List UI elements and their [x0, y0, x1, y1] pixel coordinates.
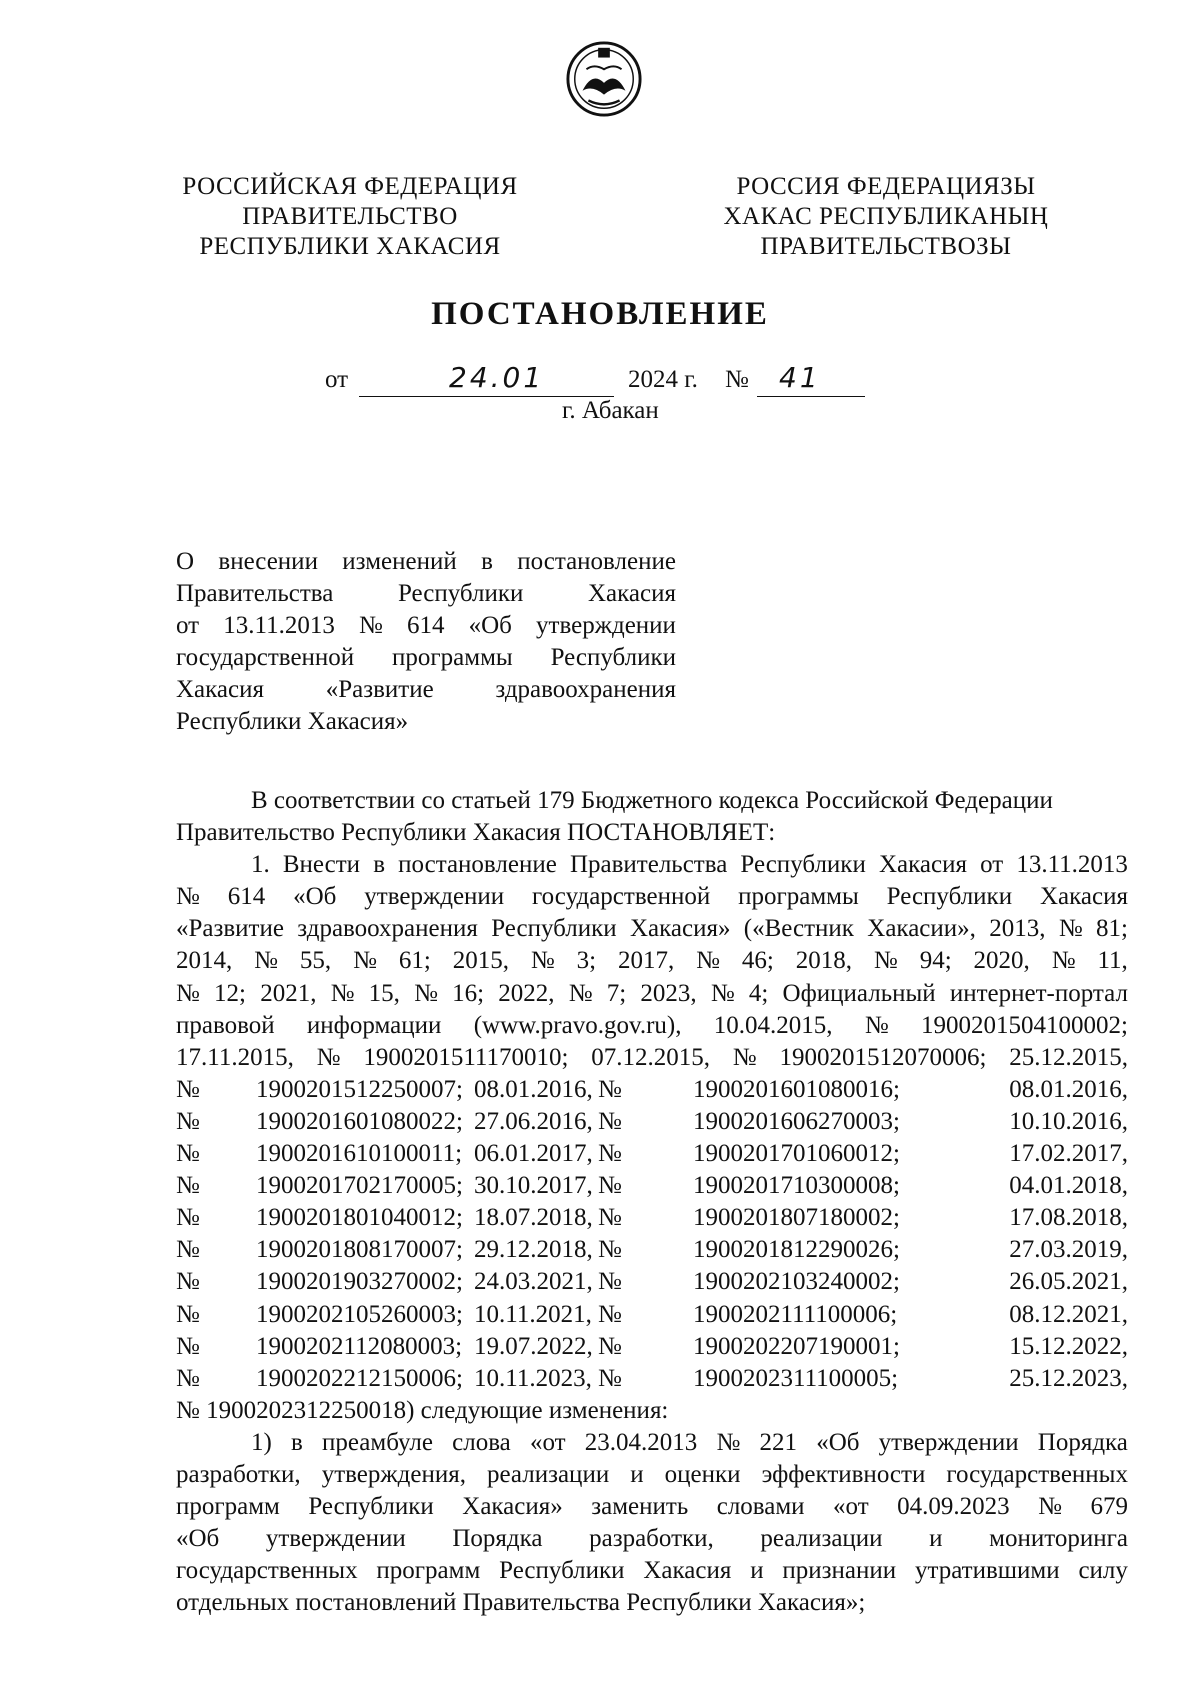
word: № [710, 979, 735, 1007]
word: Порядка [1037, 1428, 1128, 1456]
subject-block [176, 546, 676, 738]
registry-cell: 1900201710300008; [693, 1172, 900, 1200]
word: и [750, 1557, 764, 1585]
word: 11, [1097, 947, 1128, 975]
word: утверждении [878, 1428, 1019, 1456]
registry-cell: 08.01.2016, [474, 1075, 593, 1103]
justified-line [176, 978, 1128, 1010]
word: 2015, [452, 947, 509, 975]
header-right-line: РОССИЯ ФЕДЕРАЦИЯЗЫ [736, 173, 1036, 200]
date-prefix: от [325, 366, 349, 393]
word: программы [738, 883, 859, 911]
word: Хакасия [878, 851, 967, 879]
word: Хакасия [176, 676, 264, 703]
word: «Развитие [325, 676, 434, 703]
word: Республики [397, 580, 524, 607]
registry-cell: 27.06.2016, [474, 1107, 593, 1135]
word: здравоохранения [297, 915, 478, 943]
word: слова [452, 1428, 511, 1456]
word: 16; [452, 979, 485, 1007]
word: № [696, 947, 720, 975]
word: эффективности [761, 1460, 926, 1488]
header-right-line: ХАКАС РЕСПУБЛИКАНЫҢ [723, 203, 1049, 230]
word: от [980, 851, 1004, 879]
paragraph-line: № 1900202312250018) следующие изменения: [176, 1396, 669, 1424]
word: 7; [606, 979, 627, 1007]
paragraph-item-1 [176, 849, 1128, 1074]
subject-last-line: Республики Хакасия» [176, 708, 409, 735]
word: № [568, 979, 593, 1007]
justified-line [176, 849, 1128, 881]
word: № [864, 1011, 889, 1039]
registry-cell: 1900202112080003; [256, 1332, 463, 1360]
word: № [732, 1043, 757, 1071]
registry-cell: № [598, 1172, 622, 1200]
word: признании [782, 1557, 897, 1585]
word: изменений [342, 548, 457, 575]
handwritten-number: 41 [779, 361, 821, 394]
word: 25.12.2015, [1009, 1043, 1128, 1071]
registry-cell: № [176, 1364, 200, 1392]
word: Хакасия» [629, 915, 731, 943]
word: 15, [368, 979, 400, 1007]
word: (www.pravo.gov.ru), [473, 1011, 682, 1039]
registry-cell: 18.07.2018, [474, 1204, 593, 1232]
word: 13.11.2013 [223, 612, 335, 639]
word: информации [306, 1011, 442, 1039]
registry-cell: 06.01.2017, [474, 1140, 593, 1168]
word: в [291, 1428, 303, 1456]
word: Республики [308, 1493, 434, 1521]
registry-cell: № [176, 1236, 200, 1264]
word: 94; [919, 947, 952, 975]
word: 679 [1090, 1493, 1128, 1521]
registry-cell: № [176, 1204, 200, 1232]
word: Республики [550, 644, 676, 671]
registry-cell: 27.03.2019, [1009, 1236, 1128, 1264]
justified-line [176, 610, 676, 642]
registry-cell: № [598, 1140, 622, 1168]
word: «от [833, 1493, 869, 1521]
word: 61; [398, 947, 431, 975]
header-left-line: ПРАВИТЕЛЬСТВО [242, 203, 458, 230]
registry-cell: 17.02.2017, [1009, 1140, 1128, 1168]
registry-cell: 1900201601080022; [256, 1107, 463, 1135]
justified-line [176, 578, 676, 610]
justified-line [176, 1427, 1128, 1459]
word: 3; [576, 947, 597, 975]
word: программ [376, 1557, 481, 1585]
word: 10.04.2015, [713, 1011, 833, 1039]
registry-cell: 1900201702170005; [256, 1172, 463, 1200]
word: № [1038, 1493, 1062, 1521]
word: О [176, 548, 195, 575]
registry-cell: 30.10.2017, [474, 1172, 593, 1200]
word: реализации [760, 1525, 883, 1553]
registry-cell: № [598, 1075, 622, 1103]
registry-cell: 1900202111100006; [693, 1300, 898, 1328]
paragraph-line: отдельных постановлений Правительства Республики Хакасия»; [176, 1589, 866, 1617]
word: 2017, [617, 947, 675, 975]
registry-cell: 1900201903270002; [256, 1268, 463, 1296]
word: правовой [176, 1011, 275, 1039]
word: 46; [741, 947, 774, 975]
word: государственных [946, 1460, 1128, 1488]
registry-cell: 1900201606270003; [693, 1107, 900, 1135]
word: № [1058, 915, 1083, 943]
registry-cell: 04.01.2018, [1009, 1172, 1128, 1200]
registry-cell: № [176, 1107, 200, 1135]
registry-cell: № [598, 1300, 622, 1328]
word: в [481, 548, 493, 575]
word: № [716, 1428, 741, 1456]
word: 614 [406, 612, 445, 639]
header-left-authority [180, 172, 520, 262]
registry-cell: 1900202311100005; [693, 1364, 899, 1392]
coat-of-arms-emblem [565, 40, 643, 118]
word: программы [392, 644, 513, 671]
word: Правительства [176, 580, 334, 607]
word: 07.12.2015, [591, 1043, 710, 1071]
justified-line [176, 1523, 1128, 1555]
registry-cell: 17.08.2018, [1009, 1204, 1128, 1232]
word: силу [1078, 1557, 1128, 1585]
word: 221 [759, 1428, 798, 1456]
registry-cell: № [176, 1075, 200, 1103]
registry-cell: № [176, 1332, 200, 1360]
registry-cell: № [598, 1268, 622, 1296]
word: 55, [299, 947, 332, 975]
word: 614 [227, 883, 266, 911]
word: 1) [251, 1428, 272, 1456]
word: «Об [293, 883, 337, 911]
word: Республики [886, 883, 1013, 911]
registry-cell: № [176, 1172, 200, 1200]
word: «Об [468, 612, 512, 639]
word: Республики [491, 915, 617, 943]
word: № [353, 947, 377, 975]
word: № [1051, 947, 1076, 975]
number-sign: № [725, 366, 749, 393]
word: Республики [499, 1557, 625, 1585]
word: 2023, [640, 979, 697, 1007]
registry-cell: 1900201610100011; [256, 1140, 463, 1168]
word: государственной [532, 883, 711, 911]
word: в [373, 851, 385, 879]
word: здравоохранения [495, 676, 676, 703]
header-left-line: РЕСПУБЛИКИ ХАКАСИЯ [199, 233, 501, 260]
word: № [358, 612, 383, 639]
registry-cell: 24.03.2021, [474, 1268, 593, 1296]
word: 23.04.2013 [584, 1428, 698, 1456]
word: постановление [398, 851, 557, 879]
word: Правительства [569, 851, 728, 879]
registry-cell: № [176, 1268, 200, 1296]
registry-table [176, 1074, 1128, 1395]
word: преамбуле [322, 1428, 433, 1456]
paragraph-line: В соответствии со статьей 179 Бюджетного кодекса Российской Федерации [251, 787, 1053, 814]
word: и [929, 1525, 943, 1553]
word: разработки, [176, 1460, 301, 1488]
word: 13.11.2013 [1016, 851, 1128, 879]
paragraph-line: Правительство Республики Хакасия ПОСТАНОВЛЯЕТ: [176, 819, 776, 847]
word: 2022, [498, 979, 555, 1007]
word: и [630, 1460, 644, 1488]
handwritten-date: 24.01 [449, 361, 545, 394]
justified-line [176, 1491, 1128, 1523]
registry-cell: 1900202207190001; [693, 1332, 900, 1360]
word: Внести [282, 851, 361, 879]
word: Хакасия [643, 1557, 732, 1585]
registry-cell: № [598, 1364, 622, 1392]
word: Официальный [782, 979, 936, 1007]
city-label: г. Абакан [562, 397, 659, 424]
registry-cell: № [176, 1300, 200, 1328]
word: № [176, 883, 200, 911]
justified-line [176, 1010, 1128, 1042]
word: № [176, 979, 200, 1007]
word: 81; [1096, 915, 1128, 943]
registry-cell: 08.01.2016, [1009, 1075, 1128, 1103]
header-right-line: ПРАВИТЕЛЬСТВОЗЫ [760, 233, 1012, 260]
word: 1900201504100002; [921, 1011, 1128, 1039]
word: «от [529, 1428, 566, 1456]
year-label: 2024 г. [628, 366, 698, 393]
registry-cell: 26.05.2021, [1009, 1268, 1128, 1296]
word: 12; [214, 979, 246, 1007]
registry-cell: 10.11.2023, [474, 1364, 592, 1392]
justified-line [176, 1042, 1128, 1074]
header-left-line: РОССИЙСКАЯ ФЕДЕРАЦИЯ [182, 173, 518, 200]
registry-cell: 1900201812290026; [693, 1236, 900, 1264]
date-field [359, 361, 614, 397]
word: Хакасия [588, 580, 676, 607]
word: заменить [591, 1493, 689, 1521]
word: Хакасия» [462, 1493, 563, 1521]
word: «Об [176, 1525, 220, 1553]
registry-cell: 10.11.2021, [474, 1300, 592, 1328]
registry-cell: № [598, 1236, 622, 1264]
word: интернет-портал [949, 979, 1128, 1007]
word: мониторинга [989, 1525, 1128, 1553]
word: государственной [176, 644, 355, 671]
word: 1900201511170010; [363, 1043, 569, 1071]
registry-cell: 29.12.2018, [474, 1236, 593, 1264]
word: № [414, 979, 438, 1007]
justified-line [176, 546, 676, 578]
word: 2020, [973, 947, 1030, 975]
justified-line [176, 674, 676, 706]
justified-line [176, 913, 1128, 945]
word: утверждении [536, 612, 676, 639]
registry-cell: 1900202212150006; [256, 1364, 463, 1392]
registry-cell: 1900202103240002; [693, 1268, 900, 1296]
justified-line [176, 1555, 1128, 1587]
word: утверждения, [321, 1460, 466, 1488]
word: № [530, 947, 555, 975]
word: Хакасия [1039, 883, 1128, 911]
registry-cell: 1900201601080016; [693, 1075, 900, 1103]
word: № [330, 979, 355, 1007]
registry-cell: 1900201808170007; [256, 1236, 463, 1264]
word: 1. [251, 851, 270, 879]
document-title: ПОСТАНОВЛЕНИЕ [431, 296, 769, 332]
word: 2014, [176, 947, 233, 975]
word: словами [716, 1493, 805, 1521]
registry-cell: 1900202105260003; [256, 1300, 463, 1328]
registry-cell: 08.12.2021, [1009, 1300, 1128, 1328]
word: утверждении [364, 883, 505, 911]
justified-line [176, 881, 1128, 913]
word: 2013, [989, 915, 1046, 943]
word: от [176, 612, 200, 639]
registry-cell: № [598, 1204, 622, 1232]
registry-cell: 19.07.2022, [474, 1332, 593, 1360]
word: «Об [816, 1428, 860, 1456]
registry-cell: 25.12.2023, [1009, 1364, 1128, 1392]
word: («Вестник [743, 915, 854, 943]
word: постановление [517, 548, 676, 575]
word: утверждении [265, 1525, 406, 1553]
registry-cell: № [598, 1107, 622, 1135]
header-right-authority [716, 172, 1056, 262]
word: программ [176, 1493, 280, 1521]
word: № [254, 947, 279, 975]
word: 2018, [795, 947, 853, 975]
word: 4; [748, 979, 769, 1007]
word: 2021, [260, 979, 317, 1007]
number-field [757, 361, 865, 397]
justified-line [176, 642, 676, 674]
justified-line [176, 1459, 1128, 1491]
subitem-1 [176, 1427, 1128, 1587]
word: 1900201512070006; [779, 1043, 987, 1071]
document-body [176, 785, 1128, 1619]
registry-cell: 1900201512250007; [256, 1075, 463, 1103]
registry-cell: 15.12.2022, [1009, 1332, 1128, 1360]
justified-line [176, 945, 1128, 977]
word: № [873, 947, 898, 975]
word: утратившими [915, 1557, 1060, 1585]
registry-cell: № [598, 1332, 622, 1360]
word: 04.09.2023 [897, 1493, 1010, 1521]
word: Порядка [452, 1525, 543, 1553]
registry-cell: 1900201701060012; [693, 1140, 900, 1168]
word: государственных [176, 1557, 358, 1585]
word: внесении [218, 548, 318, 575]
word: Республики [740, 851, 866, 879]
word: № [316, 1043, 341, 1071]
registry-cell: 1900201807180002; [693, 1204, 900, 1232]
word: 17.11.2015, [176, 1043, 294, 1071]
word: оценки [664, 1460, 741, 1488]
word: «Развитие [176, 915, 284, 943]
word: Хакасии», [867, 915, 976, 943]
registry-cell: 10.10.2016, [1009, 1107, 1128, 1135]
word: реализации [487, 1460, 610, 1488]
registry-cell: 1900201801040012; [256, 1204, 463, 1232]
registry-cell: № [176, 1140, 200, 1168]
word: разработки, [589, 1525, 714, 1553]
